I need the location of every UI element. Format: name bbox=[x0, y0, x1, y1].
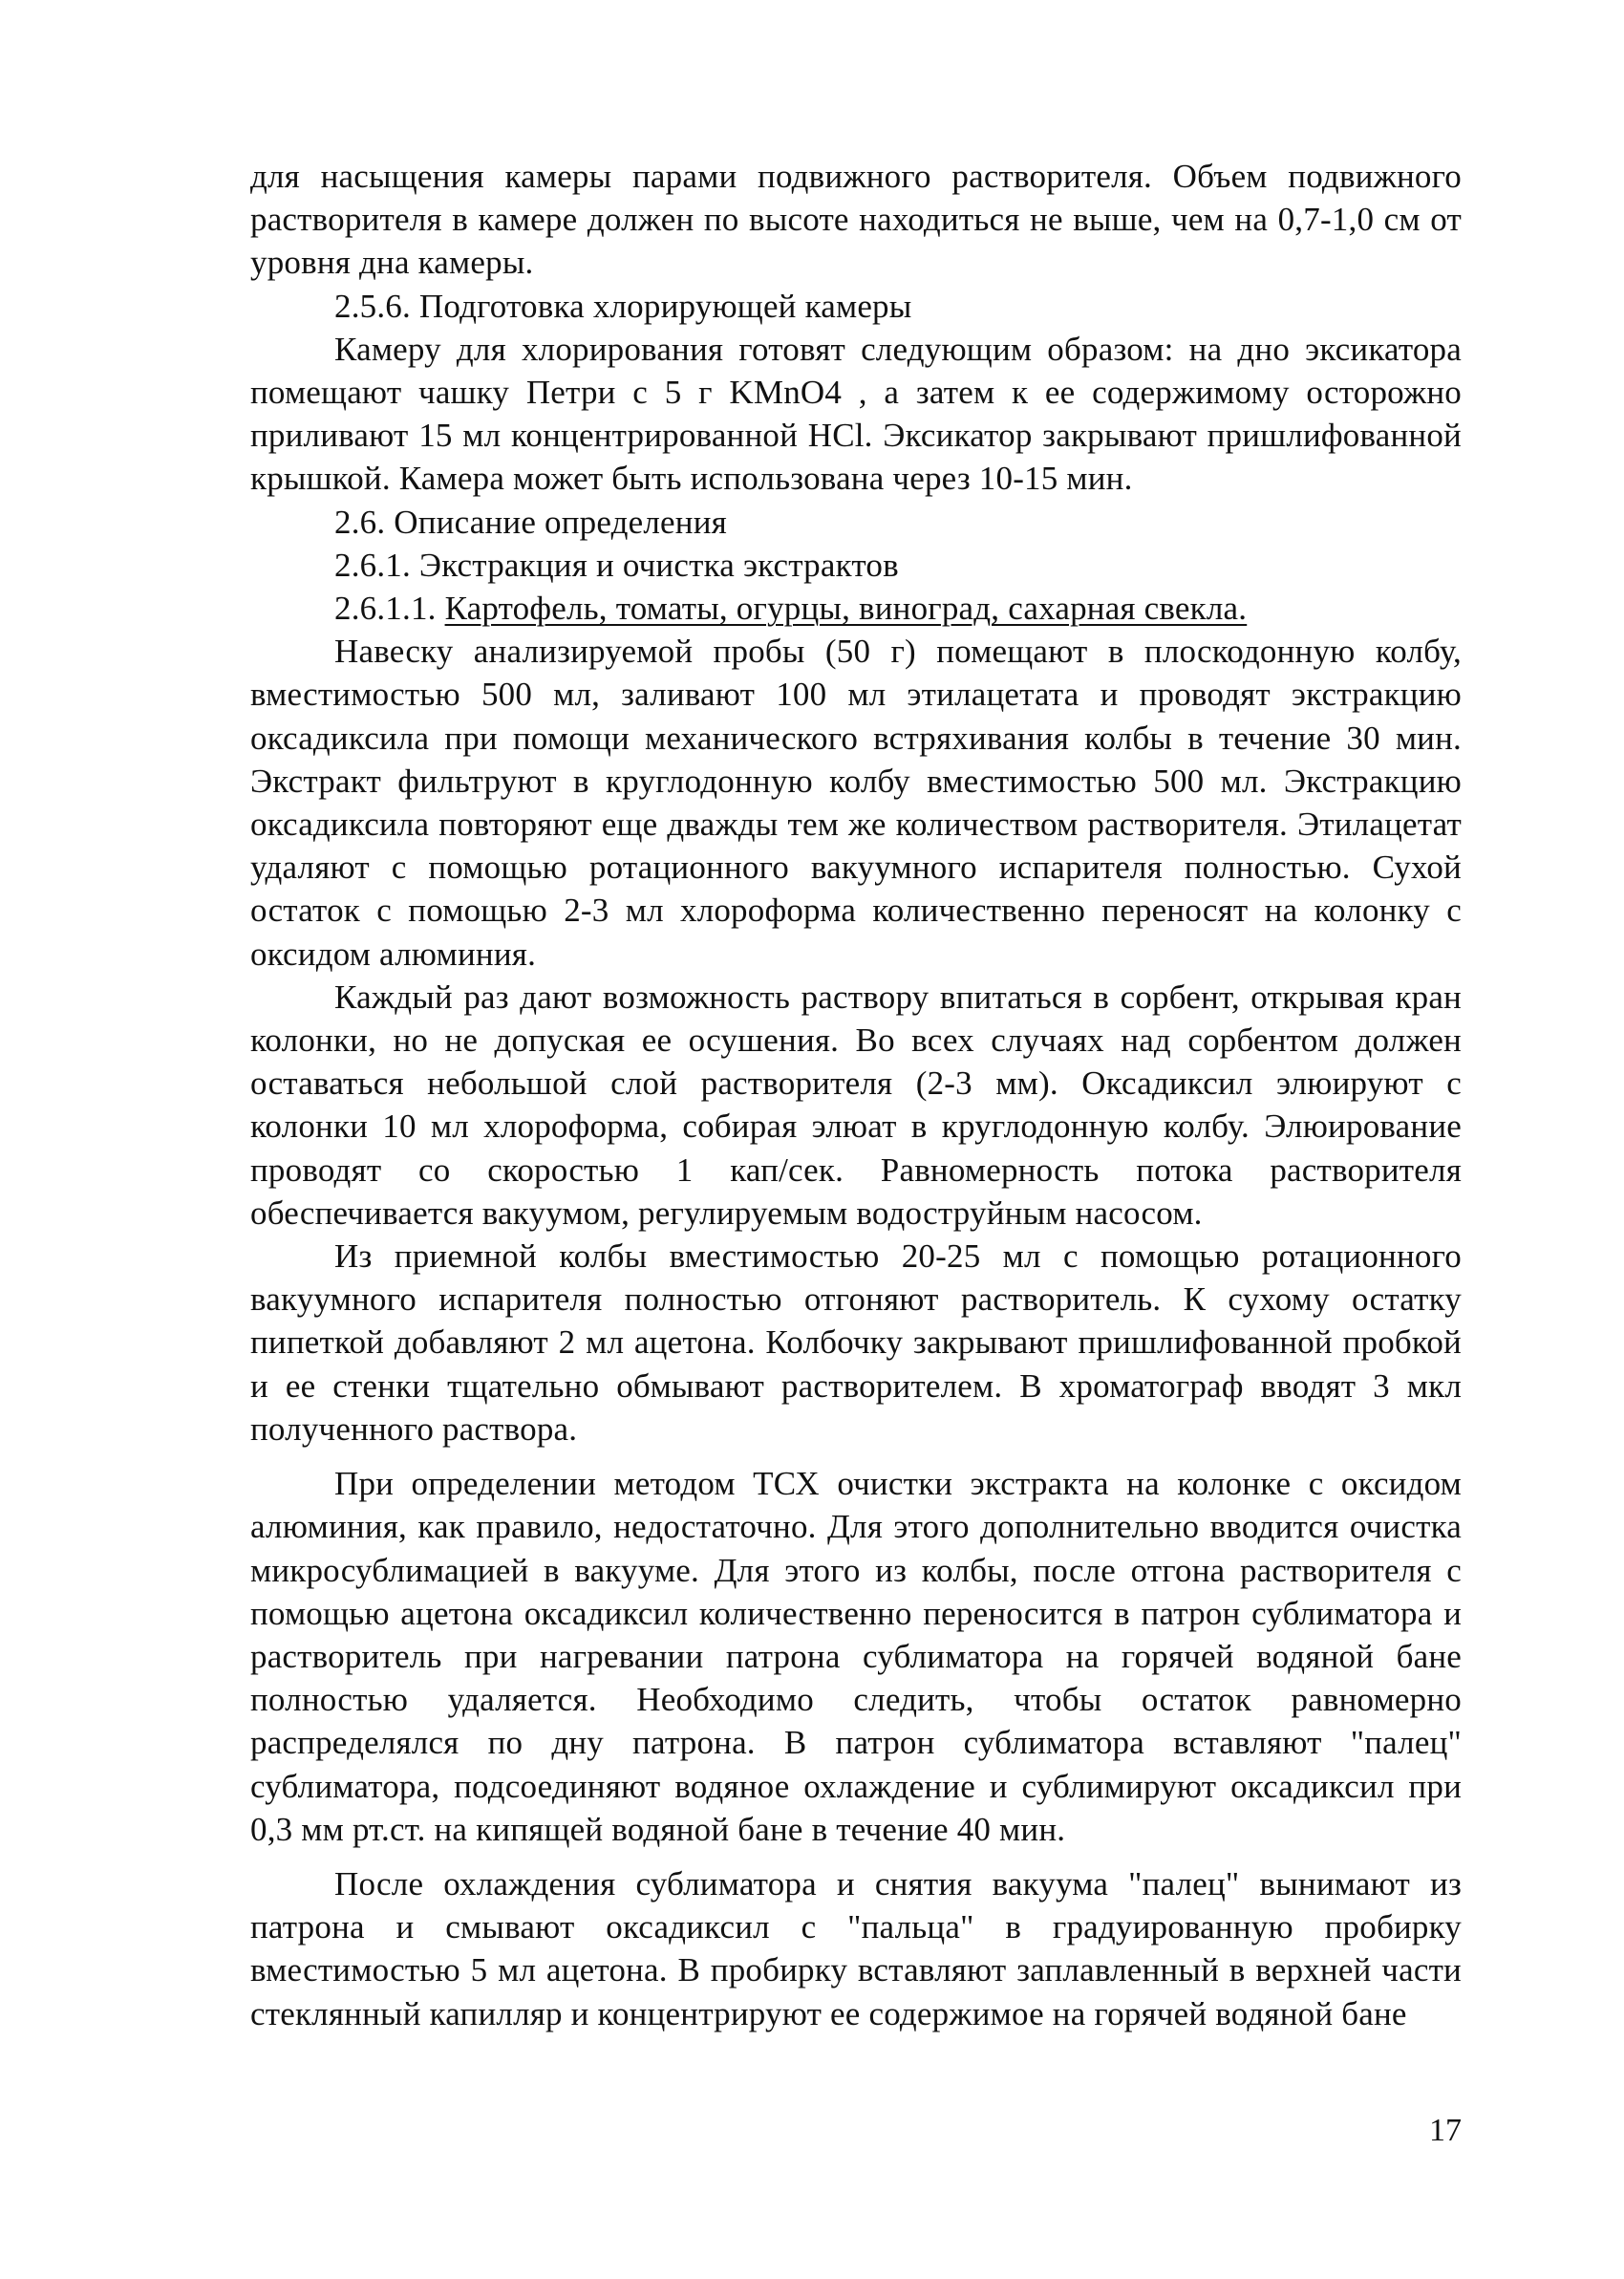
paragraph-extraction: Навеску анализируемой пробы (50 г) помещают в плоскодонную колбу, вместимостью 500 мл, заливают 100 мл этилацетата и проводят экстракцию оксадиксила при помощи механического встряхивания колбы в течение 30 мин. Экстракт фильтруют в круглодонную колбу вместимостью 500 мл. Экстракцию оксадиксила повторяют еще дважды тем же количеством растворителя. Этилацетат удаляют с помощью ротационного вакуумного испарителя полностью. Сухой остаток с помощью 2-3 мл хлороформа количественно переносят на колонку с оксидом алюминия. bbox=[250, 633, 1462, 973]
page-number: 17 bbox=[1429, 2113, 1462, 2148]
paragraph-chlorination-chamber: Камеру для хлорирования готовят следующим образом: на дно эксикатора помещают чашку Петри с 5 г KMnO4 , а затем к ее содержимому осторожно приливают 15 мл концентрированной HCl. Эксикатор закрывают пришлифованной крышкой. Камера может быть использована через 10-15 мин. bbox=[250, 330, 1462, 498]
paragraph-evaporation: Из приемной колбы вместимостью 20-25 мл с помощью ротационного вакуумного испарителя полностью отгоняют растворитель. К сухому остатку пипеткой добавляют 2 мл ацетона. Колбочку закрывают пришлифованной пробкой и ее стенки тщательно обмывают растворителем. В хроматограф вводят 3 мкл полученного раствора. bbox=[250, 1237, 1462, 1448]
paragraph-continuation: для насыщения камеры парами подвижного растворителя. Объем подвижного растворителя в камере должен по высоте находиться не выше, чем на 0,7-1,0 см от уровня дна камеры. bbox=[250, 158, 1462, 282]
section-heading-2-6: 2.6. Описание определения bbox=[334, 503, 727, 541]
subsection-heading-2-6-1-1 bbox=[250, 587, 1462, 630]
body-text bbox=[250, 155, 1462, 2035]
section-heading-2-6-1: 2.6.1. Экстракция и очистка экстрактов bbox=[334, 546, 899, 584]
paragraph-column-elution: Каждый раз дают возможность раствору впитаться в сорбент, открывая кран колонки, но не допуская ее осушения. Во всех случаях над сорбентом должен оставаться небольшой слой растворителя (2-3 мм). Оксадиксил элюируют с колонки 10 мл хлороформа, собирая элюат в круглодонную колбу. Элюирование проводят со скоростью 1 кап/сек. Равномерность потока растворителя обеспечивается вакуумом, регулируемым водоструйным насосом. bbox=[250, 978, 1462, 1232]
paragraph-sublimation: При определении методом ТСХ очистки экстракта на колонке с оксидом алюминия, как правило, недостаточно. Для этого дополнительно вводится очистка микросублимацией в вакууме. Для этого из колбы, после отгона растворителя с помощью ацетона оксадиксил количественно переносится в патрон сублиматора и растворитель при нагревании патрона сублиматора на горячей водяной бане полностью удаляется. Необходимо следить, чтобы остаток равномерно распределялся по дну патрона. В патрон сублиматора вставляют "палец" сублиматора, подсоединяют водяное охлаждение и сублимируют оксадиксил при 0,3 мм рт.ст. на кипящей водяной бане в течение 40 мин. bbox=[250, 1465, 1462, 1848]
section-heading-2-5-6: 2.5.6. Подготовка хлорирующей камеры bbox=[334, 287, 912, 325]
paragraph-cooling: После охлаждения сублиматора и снятия вакуума "палец" вынимают из патрона и смывают оксадиксил с "пальца" в градуированную пробирку вместимостью 5 мл ацетона. В пробирку вставляют заплавленный в верхней части стеклянный капилляр и концентрируют ее содержимое на горячей водяной бане bbox=[250, 1864, 1462, 2032]
subsection-number: 2.6.1.1. bbox=[334, 590, 437, 628]
subsection-title: Картофель, томаты, огурцы, виноград, сахарная свекла. bbox=[444, 590, 1248, 628]
